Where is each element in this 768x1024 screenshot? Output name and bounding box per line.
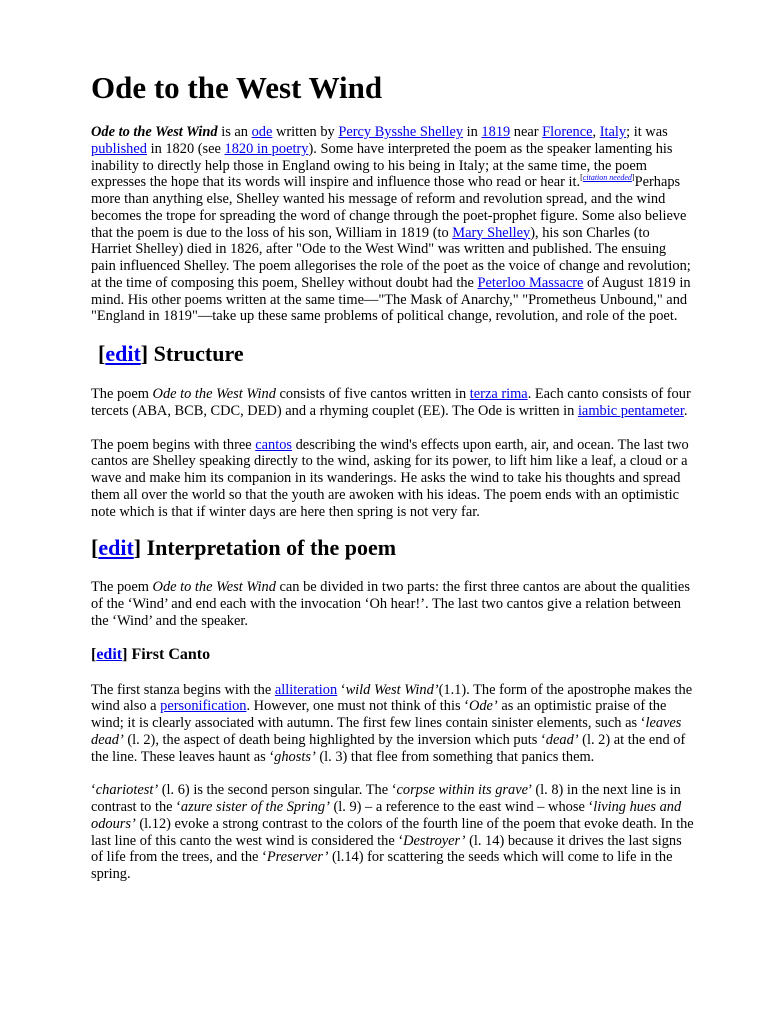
text: ’ (l. 8) in the next line is in contrast to the ‘ <box>91 782 681 815</box>
link-percy-bysshe-shelley[interactable]: Percy Bysshe Shelley <box>338 124 464 140</box>
text: in 1820 (see <box>146 140 225 157</box>
quote: living hues and odours’ <box>91 799 682 832</box>
text: (l.12) evoke a strong contrast to the colors of the fourth line of the poem that evoke death. In the last line of this canto the west wind is considered the ‘ <box>91 815 694 849</box>
text: describing the wind's effects upon earth, air, and ocean. The last two cantos are Shelley speaking directly to the wind, asking for its power, to lift him like a leaf, a cloud or a wave and make him its companion in its wanderings. He asks the wind to take his thoughts and spread them all over the world so that the youth are awoken with his ideas. The poem ends with an optimistic note which is that if winter days are here then spring is not very far. <box>91 436 689 520</box>
heading-text: Interpretation of the poem <box>141 535 397 561</box>
link-florence[interactable]: Florence <box>542 124 593 140</box>
text: ), his son Charles (to Harriet Shelley) died in 1826, after "Ode to the West Wind" was written and published. The ensuing pain influenced Shelley. The poem allegorises the role of the poet as the voice of change and revolution; at the time of composing this poem, Shelley without doubt had the <box>91 224 691 291</box>
text: (l. 2), the aspect of death being highlighted by the inversion which puts ‘ <box>123 731 546 748</box>
heading-structure <box>91 341 694 367</box>
quote: Ode’ <box>468 698 498 715</box>
text: (l. 3) that flee from something that panics them. <box>315 748 595 765</box>
italic-title: Ode to the West Wind <box>152 386 276 402</box>
text: The poem <box>91 386 153 402</box>
text: The poem <box>91 579 153 596</box>
structure-paragraph-2 <box>91 437 694 521</box>
text: . Each canto consists of four tercets (ABA, BCB, CDC, DED) and a rhyming couplet (EE). The Ode is written in <box>91 386 691 419</box>
quote: Destroyer’ <box>403 832 466 849</box>
bracket: [ <box>98 341 106 366</box>
bracket: [ <box>91 535 99 561</box>
heading-interpretation <box>91 535 694 561</box>
text: consists of five cantos written in <box>275 386 470 402</box>
link-terza-rima[interactable]: terza rima <box>469 386 528 402</box>
quote: wild West Wind’ <box>345 681 439 698</box>
text: is an <box>217 124 252 140</box>
bracket: ] <box>133 535 142 561</box>
text: in <box>463 124 482 140</box>
quote: Preserver’ <box>266 849 329 866</box>
text: (1.1). The form of the apostrophe makes the wind also a <box>91 681 693 715</box>
text: (l. 6) is the second person singular. The ‘ <box>158 782 397 799</box>
edit-link-interpretation[interactable]: edit <box>98 535 134 561</box>
link-mary-shelley[interactable]: Mary Shelley <box>452 224 531 241</box>
text: ‘ <box>91 782 96 799</box>
quote: dead’ <box>545 731 579 748</box>
edit-link-structure[interactable]: edit <box>105 341 141 366</box>
text: The first stanza begins with the <box>91 681 275 698</box>
citation-needed <box>580 173 634 182</box>
link-1820-in-poetry[interactable]: 1820 in poetry <box>224 140 309 157</box>
link-personification[interactable]: personification <box>160 698 247 715</box>
text: as an optimistic praise of the wind; it is clearly associated with autumn. The first few lines contain sinister elements, such as ‘ <box>91 698 667 731</box>
text: ). Some have interpreted the poem as the speaker lamenting his inability to directly help those in England owing to his being in Italy; at the same time, the poem expresses the hope that its words will inspire and influence those who read or hear it. <box>91 140 673 191</box>
intro-paragraph <box>91 124 694 325</box>
text: . However, one must not think of this ‘ <box>246 698 469 715</box>
text: ; it was <box>626 124 668 140</box>
text: (l. 14) because it drives the last signs of life from the trees, and the ‘ <box>91 832 682 866</box>
link-published[interactable]: published <box>91 140 147 157</box>
heading-first-canto <box>91 645 694 665</box>
structure-paragraph-1 <box>91 386 694 420</box>
intro-bold-title: Ode to the West Wind <box>91 124 218 140</box>
first-canto-paragraph-1 <box>91 682 694 766</box>
bracket: ] <box>140 341 149 366</box>
interpretation-paragraph <box>91 579 694 629</box>
citation-needed-link[interactable]: citation needed <box>582 173 632 183</box>
text: of August 1819 in mind. His other poems written at the same time—"The Mask of Anarchy," "Prometheus Unbound," and "England in 1819"—take up these same problems of political change, revolution, and role of the poet. <box>91 274 691 325</box>
link-italy[interactable]: Italy <box>599 124 627 140</box>
quote: ghosts’ <box>274 748 316 765</box>
quote: leaves dead’ <box>91 715 682 748</box>
first-canto-paragraph-2 <box>91 782 694 883</box>
edit-link-first-canto[interactable]: edit <box>96 645 123 663</box>
text: near <box>510 124 543 140</box>
quote: corpse within its grave <box>396 782 529 799</box>
bracket: ] <box>631 173 635 183</box>
link-iambic-pentameter[interactable]: iambic pentameter <box>577 402 684 419</box>
text: Perhaps more than anything else, Shelley wanted his message of reform and revolution spread, and the wind becomes the trope for spreading the word of change through the poet-prophet figure. Some also believe that the poem is due to the loss of his son, William in 1819 (to <box>91 174 687 241</box>
bracket: [ <box>580 173 583 183</box>
text: , <box>592 124 600 140</box>
text: . <box>683 402 688 419</box>
bracket: [ <box>91 645 97 663</box>
quote: chariotest’ <box>95 782 159 799</box>
link-cantos[interactable]: cantos <box>255 436 293 453</box>
link-peterloo-massacre[interactable]: Peterloo Massacre <box>477 274 584 291</box>
link-alliteration[interactable]: alliteration <box>274 681 338 698</box>
text: (l. 9) – a reference to the east wind – whose ‘ <box>329 799 594 815</box>
text: The poem begins with three <box>91 436 256 453</box>
text: can be divided in two parts: the first three cantos are about the qualities of the ‘Wind’ and end each with the invocation ‘Oh hear!’. The last two cantos give a relation between the ‘Wind’ and the speaker. <box>91 579 690 629</box>
quote: azure sister of the Spring’ <box>180 799 330 815</box>
page-title: Ode to the West Wind <box>91 70 383 105</box>
text: (l. 2) at the end of the line. These leaves haunt as ‘ <box>91 731 686 765</box>
heading-text: Structure <box>148 341 244 366</box>
bracket: ] <box>122 645 128 663</box>
link-ode[interactable]: ode <box>251 124 273 140</box>
heading-text: First Canto <box>127 645 211 663</box>
italic-title: Ode to the West Wind <box>152 579 276 596</box>
text: (l.14) for scattering the seeds which will come to life in the spring. <box>91 849 673 882</box>
text: written by <box>272 124 339 140</box>
link-1819[interactable]: 1819 <box>481 124 511 140</box>
text: ‘ <box>337 681 346 698</box>
